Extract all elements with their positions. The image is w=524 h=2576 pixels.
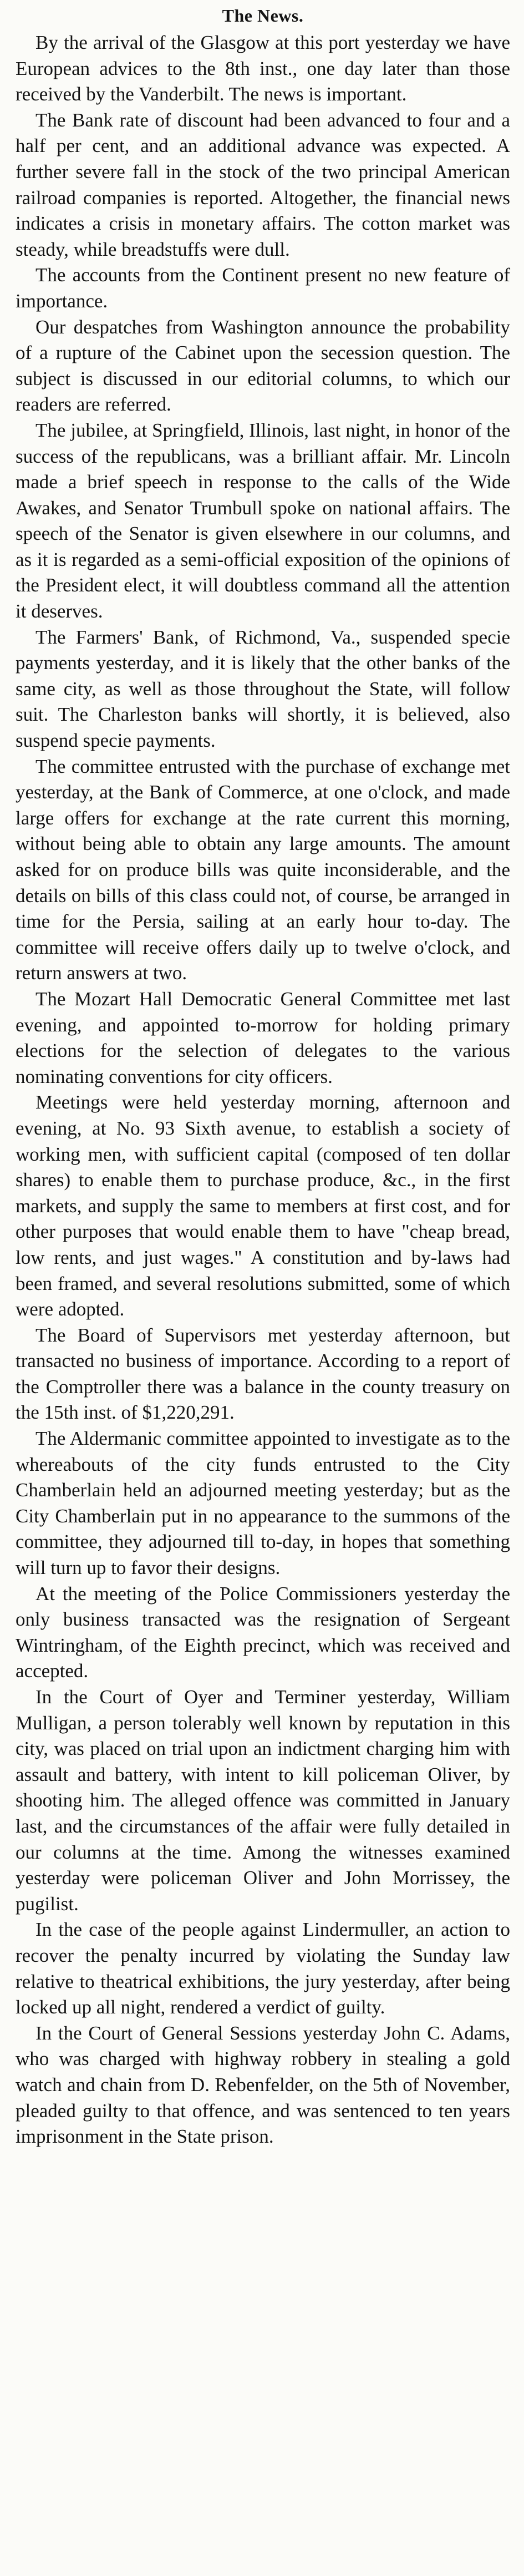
paragraph-continent: The accounts from the Continent present no new feature of importance. xyxy=(16,264,510,312)
paragraph-working-men-meetings: Meetings were held yesterday morning, afternoon and evening, at No. 93 Sixth avenue, to establish a society of working men, with sufficient capital (composed of ten dollar shares) to enable them to purchase produce, &c., in the first markets, and supply the same to members at first cost, and for other purposes that would enable them to have "cheap bread, low rents, and just wages." A constitution and by-laws had been framed, and several resolutions submitted, some of which were adopted. xyxy=(16,1091,510,1320)
article-heading: The News. xyxy=(222,6,304,26)
paragraph-police-commissioners: At the meeting of the Police Commissioners yesterday the only business transacted was the resignation of Sergeant Wintringham, of the Eighth precinct, which was received and accepted. xyxy=(16,1582,510,1682)
paragraph-mozart-hall: The Mozart Hall Democratic General Committee met last evening, and appointed to-morrow for holding primary elections for the selection of delegates to the various nominating conventions for city officers. xyxy=(16,988,510,1087)
article-body xyxy=(16,30,510,2150)
paragraph-aldermanic-committee: The Aldermanic committee appointed to investigate as to the whereabouts of the city funds entrusted to the City Chamberlain held an adjourned meeting yesterday; but as the City Chamberlain put in no appearance to the summons of the committee, they adjourned till to-day, in hopes that something will turn up to favor their designs. xyxy=(16,1428,510,1579)
paragraph-european-advices: By the arrival of the Glasgow at this port yesterday we have European advices to the 8th inst., one day later than those received by the Vanderbilt. The news is important. xyxy=(16,32,510,105)
paragraph-lindermuller-case: In the case of the people against Lindermuller, an action to recover the penalty incurred by violating the Sunday law relative to theatrical exhibitions, the jury yesterday, after being locked up all night, rendered a verdict of guilty. xyxy=(16,1919,510,2018)
paragraph-farmers-bank: The Farmers' Bank, of Richmond, Va., suspended specie payments yesterday, and it is likely that the other banks of the same city, as well as those throughout the State, will follow suit. The Charleston banks will shortly, it is believed, also suspend specie payments. xyxy=(16,626,510,752)
paragraph-oyer-terminer: In the Court of Oyer and Terminer yesterday, William Mulligan, a person tolerably well known by reputation in this city, was placed on trial upon an indictment charging him with assault and battery, with intent to kill policeman Oliver, by shooting him. The alleged offence was committed in January last, and the circumstances of the affair were fully detailed in our columns at the time. Among the witnesses examined yesterday were policeman Oliver and John Morrissey, the pugilist. xyxy=(16,1686,510,1915)
paragraph-springfield-jubilee: The jubilee, at Springfield, Illinois, last night, in honor of the success of the republicans, was a brilliant affair. Mr. Lincoln made a brief speech in response to the calls of the Wide Awakes, and Senator Trumbull spoke on national affairs. The speech of the Senator is given elsewhere in our columns, and as it is regarded as a semi-official exposition of the opinions of the President elect, it will doubtless command all the attention it deserves. xyxy=(16,419,510,623)
news-column xyxy=(16,4,510,2150)
paragraph-bank-rate: The Bank rate of discount had been advanced to four and a half per cent, and an additional advance was expected. A further severe fall in the stock of the two principal American railroad companies is reported. Altogether, the financial news indicates a crisis in monetary affairs. The cotton market was steady, while breadstuffs were dull. xyxy=(16,109,510,260)
paragraph-washington-despatches: Our despatches from Washington announce the probability of a rupture of the Cabinet upon the secession question. The subject is discussed in our editorial columns, to which our readers are referred. xyxy=(16,316,510,416)
paragraph-exchange-committee: The committee entrusted with the purchase of exchange met yesterday, at the Bank of Commerce, at one o'clock, and made large offers for exchange at the rate current this morning, without being able to obtain any large amounts. The amount asked for on produce bills was quite inconsiderable, and the details on bills of this class could not, of course, be arranged in time for the Persia, sailing at an early hour to-day. The committee will receive offers daily up to twelve o'clock, and return answers at two. xyxy=(16,755,510,984)
paragraph-board-of-supervisors: The Board of Supervisors met yesterday afternoon, but transacted no business of importance. According to a report of the Comptroller there was a balance in the county treasury on the 15th inst. of $1,220,291. xyxy=(16,1324,510,1424)
paragraph-general-sessions: In the Court of General Sessions yesterday John C. Adams, who was charged with highway robbery in stealing a gold watch and chain from D. Rebenfelder, on the 5th of November, pleaded guilty to that offence, and was sentenced to ten years imprisonment in the State prison. xyxy=(16,2022,510,2148)
